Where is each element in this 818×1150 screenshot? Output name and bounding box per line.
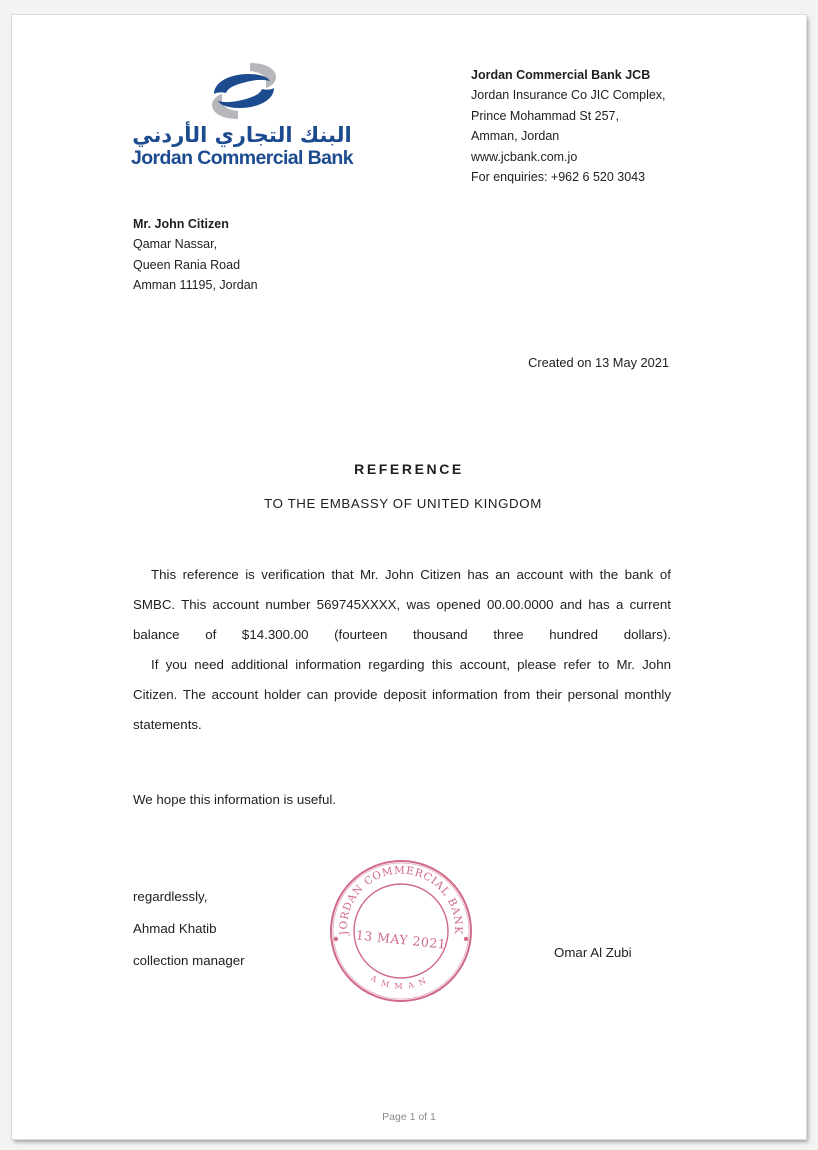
- second-signer-name: Omar Al Zubi: [554, 945, 632, 960]
- stamp-date: 13 MAY 2021: [355, 927, 447, 952]
- bank-website: www.jcbank.com.jo: [471, 149, 578, 164]
- bank-logo: [129, 57, 355, 183]
- document-page: [12, 15, 806, 1139]
- bank-address-block: [471, 65, 666, 187]
- page-number: Page 1 of 1: [382, 1111, 436, 1123]
- body-paragraph: This reference is verification that Mr. John Citizen has an account with the bank of SMBC. This account number 569745XXXX, was opened 00.00.0000 and has a current balance of $14.300.00 (fourteen thousand three hundred dollars).: [133, 567, 671, 642]
- document-title: REFERENCE: [354, 461, 464, 477]
- recipient-name: Mr. John Citizen: [133, 217, 229, 231]
- bank-logo-english-name: Jordan Commercial Bank: [131, 147, 353, 169]
- bank-address-line: Prince Mohammad St 257,: [471, 108, 619, 123]
- stamp-dot-left: [334, 937, 338, 941]
- signer-name: Ahmad Khatib: [133, 921, 217, 936]
- signature-block: [133, 881, 245, 977]
- created-date: Created on 13 May 2021: [528, 355, 669, 370]
- closing-line: We hope this information is useful.: [133, 792, 337, 807]
- letter-body: [133, 560, 671, 740]
- document-subtitle: TO THE EMBASSY OF UNITED KINGDOM: [264, 496, 542, 511]
- bank-name: Jordan Commercial Bank JCB: [471, 68, 651, 82]
- stamp-dot-right: [464, 937, 468, 941]
- stamp-top-text: JORDAN COMMERCIAL BANK: [337, 864, 465, 936]
- body-paragraph: If you need additional information regarding this account, please refer to Mr. John Citizen. The account holder can provide deposit information from their personal monthly statements.: [133, 657, 671, 732]
- recipient-address-line: Qamar Nassar,: [133, 237, 218, 252]
- recipient-address-line: Amman 11195, Jordan: [133, 278, 258, 293]
- signer-title: collection manager: [133, 953, 245, 968]
- signoff-salutation: regardlessly,: [133, 889, 208, 904]
- recipient-address-line: Queen Rania Road: [133, 257, 241, 272]
- bank-phone: For enquiries: +962 6 520 3043: [471, 170, 646, 185]
- bank-address-line: Amman, Jordan: [471, 129, 560, 144]
- recipient-address-block: [133, 214, 258, 296]
- bank-logo-arabic-name: البنك التجاري الأردني: [132, 123, 352, 147]
- bank-stamp: [326, 856, 476, 1006]
- bank-logo-mark-icon: [204, 60, 284, 122]
- bank-address-line: Jordan Insurance Co JIC Complex,: [471, 88, 666, 103]
- stamp-bottom-text: AMMAN: [369, 973, 433, 991]
